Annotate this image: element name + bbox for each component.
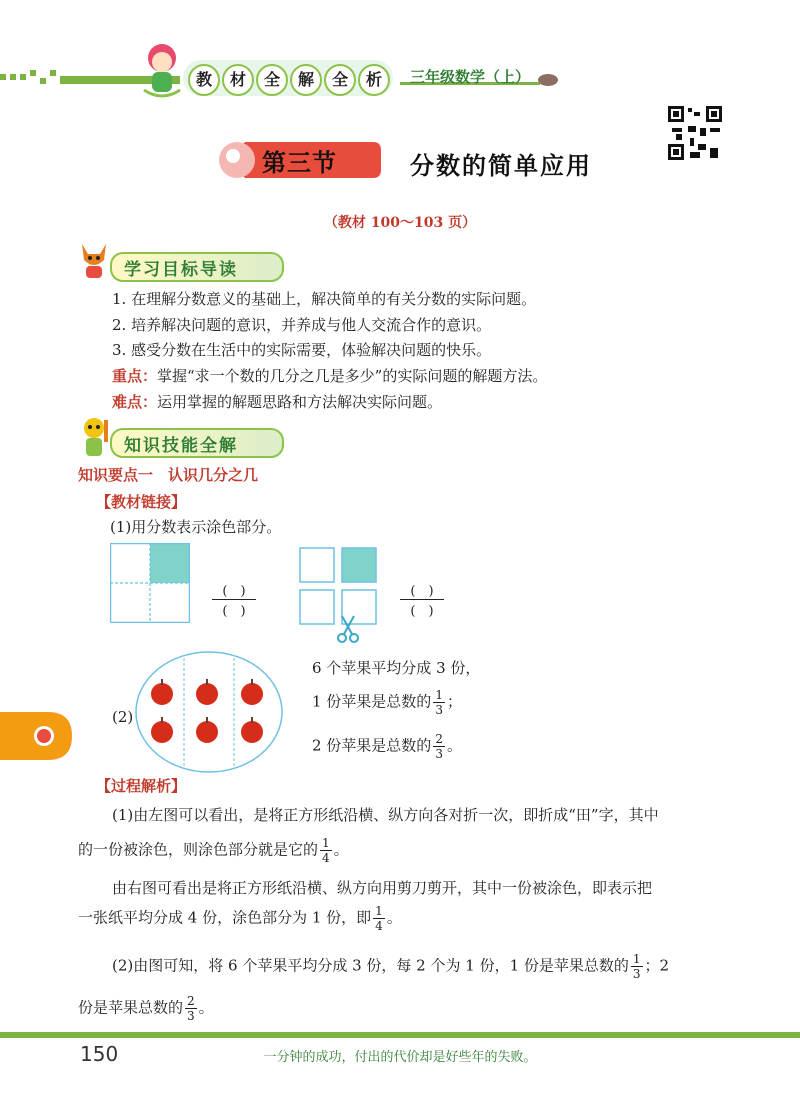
fraction-blank-right-den: ( ) (410, 604, 434, 619)
objective-item-1: 1. 在理解分数意义的基础上，解决简单的有关分数的实际问题。 (112, 290, 537, 308)
difficulty-label: 难点： (112, 393, 158, 411)
process-p1a: (1)由左图可以看出，是将正方形纸沿横、纵方向各对折一次，即折成“田”字，其中 (112, 806, 659, 824)
process-p2b-text: 一张纸平均分成 4 份，涂色部分为 1 份，即 (78, 908, 372, 927)
series-char-2: 材 (222, 64, 254, 96)
apple-line-3-end: 。 (446, 736, 462, 755)
series-char-4: 解 (290, 64, 322, 96)
process-p3a-text: (2)由图可知，将 6 个苹果平均分成 3 份，每 2 个为 1 份，1 份是苹果总数的 (112, 956, 629, 975)
question-1: (1)用分数表示涂色部分。 (110, 518, 282, 536)
side-page-tab (0, 712, 72, 760)
footer-bar (0, 1032, 800, 1038)
cartoon-pencil-kid-icon (76, 416, 112, 460)
knowledge-heading: 知识技能全解 (124, 436, 238, 456)
fraction-two-thirds (433, 732, 445, 761)
frac-num: 1 (435, 688, 443, 702)
fraction-blank-left[interactable] (212, 580, 256, 619)
fraction-blank-left-den: ( ) (222, 604, 246, 619)
question-2-label: (2) (112, 708, 134, 726)
difficulty-line (112, 390, 442, 414)
frac-num: 1 (632, 952, 641, 966)
key-point-label: 重点： (112, 367, 158, 385)
apple-icon (151, 679, 263, 743)
series-char-1: 教 (188, 64, 220, 96)
page-number: 150 (80, 1042, 119, 1066)
frac-num: 2 (435, 732, 443, 746)
process-p3b-text: 份是苹果总数的 (78, 998, 184, 1017)
process-p1b-text: 的一份被涂色，则涂色部分就是它的 (78, 840, 319, 859)
qr-code-icon[interactable] (666, 104, 724, 162)
folded-square-figure (110, 543, 190, 623)
objective-item-2: 2. 培养解决问题的意识，并养成与他人交流合作的意识。 (112, 316, 492, 334)
frac-den: 3 (435, 703, 443, 717)
process-p2a: 由右图可看出是将正方形纸沿横、纵方向用剪刀剪开，其中一份被涂色，即表示把 (112, 879, 653, 897)
difficulty-text: 运用掌握的解题思路和方法解决实际问题。 (157, 393, 443, 411)
knowledge-point-1: 知识要点一 认识几分之几 (78, 466, 259, 484)
objective-item-3: 3. 感受分数在生活中的实际需要，体验解决问题的快乐。 (112, 341, 492, 359)
textbook-link-label: 【教材链接】 (96, 493, 187, 511)
apple-line-2-end: ； (446, 692, 462, 711)
apple-line-3-text: 2 份苹果是总数的 (312, 736, 432, 755)
apple-line-1: 6 个苹果平均分成 3 份， (312, 659, 481, 677)
section-title: 分数的简单应用 (410, 151, 592, 180)
series-char-5: 全 (324, 64, 356, 96)
fraction-blank-right[interactable] (400, 580, 444, 619)
fraction-one-quarter-2 (373, 904, 385, 933)
process-p2b-end: 。 (386, 908, 402, 927)
scissors-icon (336, 614, 360, 644)
apple-line-2 (312, 688, 462, 717)
fraction-one-third-2 (631, 952, 643, 981)
apple-line-3 (312, 732, 462, 761)
cartoon-fox-icon (76, 240, 112, 280)
frac-num: 1 (375, 904, 383, 918)
series-char-6: 析 (358, 64, 390, 96)
process-p3a (112, 952, 669, 981)
fraction-blank-left-num: ( ) (212, 580, 256, 600)
frac-den: 4 (375, 919, 383, 933)
process-p3b-end: 。 (198, 998, 214, 1017)
process-p3a-end: ；2 (644, 956, 670, 975)
key-point-line (112, 364, 547, 388)
cartoon-girl-icon (140, 40, 184, 100)
frac-den: 3 (632, 967, 641, 981)
fraction-one-quarter (320, 836, 332, 865)
frac-den: 4 (322, 851, 330, 865)
fraction-two-thirds-2 (185, 994, 197, 1023)
apples-figure (134, 650, 284, 774)
fraction-blank-right-num: ( ) (400, 580, 444, 600)
objectives-heading: 学习目标导读 (124, 260, 238, 280)
grade-label: 三年级数学（上） (410, 68, 531, 86)
frac-num: 1 (322, 836, 330, 850)
key-point-text: 掌握“求一个数的几分之几是多少”的实际问题的解题方法。 (157, 367, 548, 385)
section-label: 第三节 (262, 148, 337, 177)
apple-line-2-text: 1 份苹果是总数的 (312, 692, 432, 711)
frac-num: 2 (187, 994, 195, 1008)
frac-den: 3 (187, 1009, 195, 1023)
frac-den: 3 (435, 747, 443, 761)
process-label: 【过程解析】 (96, 777, 187, 795)
process-p1b (78, 836, 349, 865)
process-p2b (78, 904, 402, 933)
footer-quote: 一分钟的成功，付出的代价却是好些年的失败。 (263, 1050, 537, 1065)
process-p3b (78, 994, 214, 1023)
fraction-one-third (433, 688, 445, 717)
series-char-3: 全 (256, 64, 288, 96)
process-p1b-end: 。 (333, 840, 349, 859)
textbook-page-ref: （教材 100～103 页） (323, 215, 477, 231)
